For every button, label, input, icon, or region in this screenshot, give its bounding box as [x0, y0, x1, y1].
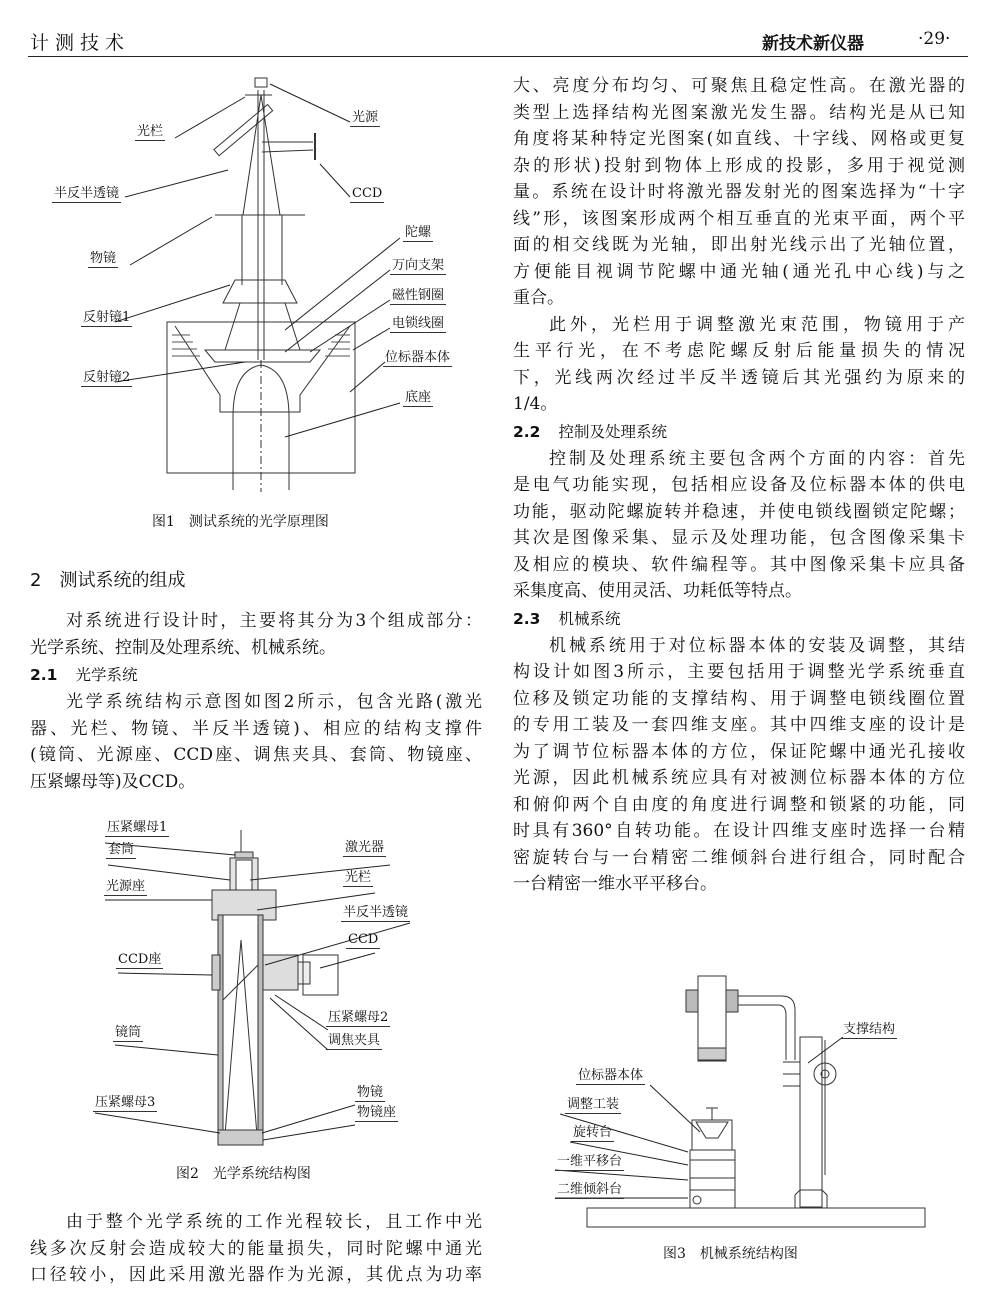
label-mirror2: 反射镜2: [83, 370, 131, 385]
label-ccd-seat: CCD座: [118, 952, 162, 967]
figure-1-caption: 图1 测试系统的光学原理图: [152, 514, 329, 530]
label-lock-coil: 电锁线圈: [392, 316, 445, 331]
label-gimbal: 万向支架: [392, 258, 445, 273]
section-2-2-heading: 2.2 控制及处理系统: [513, 422, 667, 441]
label-seeker-body: 位标器本体: [385, 350, 451, 365]
right-column: [513, 73, 965, 898]
text-line: 方便能目视调节陀螺中通光轴(通光孔中心线)与之: [513, 261, 965, 282]
label-objective: 物镜: [90, 251, 117, 266]
text-line: 下，光线两次经过半反半透镜后其光强约为原来的: [513, 367, 965, 388]
label-nut2: 压紧螺母2: [328, 1010, 389, 1025]
text-line: 功能，驱动陀螺旋转并稳速，并使电锁线圈锁定陀螺；: [513, 501, 965, 522]
label-gyro: 陀螺: [405, 225, 432, 240]
text-line: 杂的形状)投射到物体上形成的投影，多用于视觉测: [513, 155, 965, 176]
text-line: 及相应的模块、软件编程等。其中图像采集卡应具备: [513, 554, 965, 575]
text-line: 生平行光，在不考虑陀螺反射后能量损失的情况: [513, 341, 965, 361]
label-nut3: 压紧螺母3: [95, 1095, 156, 1110]
text-line: 此外，光栏用于调整激光束范围，物镜用于产: [549, 314, 965, 335]
text-line: 压紧螺母等)及CCD。: [30, 771, 196, 792]
figure-3-caption: 图3 机械系统结构图: [663, 1246, 798, 1262]
text-line: 线”形，该图案形成两个相互垂直的光束平面，两个平: [513, 208, 965, 229]
paragraph: [513, 73, 965, 312]
label-objective: 物镜: [357, 1085, 384, 1100]
text-line: 采集度高、使用灵活、功耗低等特点。: [513, 581, 802, 601]
label-splitter: 半反半透镜: [343, 905, 409, 920]
label-source-seat: 光源座: [106, 879, 146, 894]
label-tilt: 二维倾斜台: [557, 1182, 623, 1197]
text-line: 器、光栏、物镜、半反半透镜)、相应的结构支撑件: [30, 718, 482, 739]
label-focus-fixture: 调焦夹具: [328, 1033, 381, 1048]
label-linear: 一维平移台: [557, 1154, 623, 1169]
text-line: 类型上选择结构光图案激光发生器。结构光是从已知: [513, 102, 965, 123]
text-line: 光源，因此机械系统应具有对被测位标器本体的方位: [513, 768, 965, 788]
text-line: 量。系统在设计时将激光器发射光的图案选择为“十字: [513, 182, 965, 202]
label-sleeve: 套筒: [108, 842, 135, 857]
section-2-3-heading: 2.3 机械系统: [513, 609, 621, 628]
label-ccd: CCD: [348, 932, 379, 947]
page-number: ·29·: [918, 29, 951, 49]
label-objective-seat: 物镜座: [357, 1105, 397, 1120]
paragraph: [30, 608, 482, 661]
label-stop: 光栏: [345, 870, 372, 885]
paragraph: [513, 312, 965, 418]
text-line: 机械系统用于对位标器本体的安装及调整，其结: [549, 635, 965, 656]
text-line: 1/4。: [513, 394, 558, 414]
label-splitter: 半反半透镜: [54, 186, 120, 201]
text-line: 一台精密一维水平平移台。: [513, 874, 717, 894]
label-rotary: 旋转台: [573, 1125, 613, 1140]
left-column-lower: [30, 1209, 482, 1289]
label-stop: 光栏: [137, 124, 164, 139]
left-column-upper: [30, 566, 482, 795]
text-line: 光学系统结构示意图如图2所示，包含光路(激光: [66, 692, 482, 712]
label-base: 底座: [405, 390, 432, 405]
text-line: 和俯仰两个自由度的角度进行调整和锁紧的功能，同: [513, 794, 965, 815]
label-ccd: CCD: [352, 186, 383, 201]
text-line: 为了调节位标器本体的方位，保证陀螺中通光孔接收: [513, 741, 965, 762]
text-line: 大、亮度分布均匀、可聚焦且稳定性高。在激光器的: [513, 76, 965, 96]
label-support: 支撑结构: [843, 1022, 896, 1037]
text-line: 其次是图像采集、显示及处理功能，包含图像采集卡: [513, 528, 965, 548]
label-magnet-ring: 磁性钢圈: [392, 288, 445, 303]
paragraph: [513, 633, 965, 898]
label-fixture: 调整工装: [567, 1097, 620, 1112]
label-laser: 激光器: [345, 840, 385, 855]
label-mirror1: 反射镜1: [83, 310, 131, 325]
text-line: 控制及处理系统主要包含两个方面的内容：首先: [549, 448, 965, 469]
section-2-1-heading: 2.1 光学系统: [30, 666, 138, 684]
label-seeker-body: 位标器本体: [578, 1068, 644, 1083]
paragraph: [513, 446, 965, 605]
journal-name: 计测技术: [30, 32, 131, 54]
section-2-heading: 2 测试系统的组成: [30, 570, 186, 591]
text-line: 时具有360°自转功能。在设计四维支座时选择一台精: [513, 821, 965, 841]
text-line: 密旋转台与一台精密二维倾斜台进行组合，同时配合: [513, 847, 965, 868]
label-source: 光源: [352, 110, 379, 125]
text-line: 是电气功能实现，包括相应设备及位标器本体的供电: [513, 475, 965, 495]
label-tube: 镜筒: [115, 1025, 142, 1040]
text-line: 光学系统、控制及处理系统、机械系统。: [30, 637, 336, 658]
figure-1: [0, 0, 500, 540]
label-nut1: 压紧螺母1: [107, 820, 168, 835]
text-line: 角度将某种特定光图案(如直线、十字线、网格或更复: [513, 129, 965, 149]
text-line: (镜筒、光源座、CCD座、调焦夹具、套筒、物镜座、: [30, 745, 482, 765]
section-name: 新技术新仪器: [762, 34, 864, 54]
figure-2-caption: 图2 光学系统结构图: [176, 1166, 311, 1182]
text-line: 线多次反射会造成较大的能量损失，同时陀螺中通光: [30, 1238, 482, 1259]
paragraph: [30, 689, 482, 795]
text-line: 由于整个光学系统的工作光程较长，且工作中光: [66, 1212, 482, 1232]
text-line: 重合。: [513, 288, 564, 308]
text-line: 构设计如图3所示，主要包括用于调整光学系统垂直: [513, 662, 965, 682]
text-line: 口径较小，因此采用激光器作为光源，其优点为功率: [30, 1265, 482, 1285]
text-line: 位移及锁定功能的支撑结构、用于调整电锁线圈位置: [513, 688, 965, 709]
text-line: 的专用工装及一套四维支座。其中四维支座的设计是: [513, 715, 965, 735]
text-line: 对系统进行设计时，主要将其分为3个组成部分：: [66, 611, 482, 631]
text-line: 面的相交线既为光轴，即出射光线示出了光轴位置，: [513, 235, 965, 255]
